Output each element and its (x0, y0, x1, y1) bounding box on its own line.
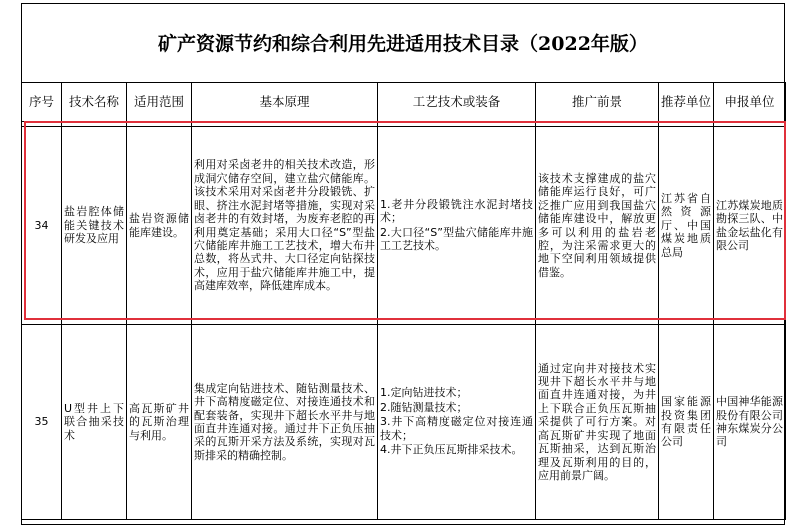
process-item: 2.随钻测量技术； (380, 400, 468, 414)
row-process (378, 127, 536, 325)
technology-table (21, 82, 786, 520)
process-item: 1.老井分段锻铣注水泥封堵技术； (380, 197, 533, 225)
row-principle: 利用对采卤老井的相关技术改造，形成洞穴储存空间，建立盐穴储能库。该技术采用对采卤老井分段锻铣、扩眼、挤注水泥封堵等措施，实现对采卤老井的有效封堵，为废弃老腔的再利用奠定基础；采用大口径“S”型盐穴储能库井施工工艺技术，增大布井总数，将丛式井、大口径定向钻探技术，应用于盐穴储能库井施工中，提高建库效率，降低建库成本。 (192, 127, 378, 325)
row-tech-name: 盐岩腔体储能关键技术研发及应用 (62, 127, 127, 325)
process-item: 1.定向钻进技术； (380, 386, 468, 400)
row-recommender: 国家能源投资集团有限责任公司 (659, 325, 714, 520)
header-process: 工艺技术或装备 (378, 83, 536, 122)
process-item: 3.井下高精度磁定位对接连通技术； (380, 415, 533, 442)
table-row (22, 127, 786, 325)
header-name: 技术名称 (62, 83, 127, 122)
row-applicant: 江苏煤炭地质勘探三队、中盐金坛盐化有限公司 (714, 127, 786, 325)
row-scope: 高瓦斯矿井的瓦斯治理与利用。 (127, 325, 192, 520)
row-recommender: 江苏省自然资源厅、中国煤炭地质总局 (659, 127, 714, 325)
row-prospect: 该技术支撑建成的盐穴储能库运行良好，可广泛推广应用到我国盐穴储能库建设中，解放更多可以利用的盐岩老腔，为注采需求更大的地下空间利用领域提供借鉴。 (536, 127, 659, 325)
row-process (378, 325, 536, 520)
header-principle: 基本原理 (192, 83, 378, 122)
header-prospect: 推广前景 (536, 83, 659, 122)
row-prospect: 通过定向井对接技术实现井下超长水平井与地面直井连通对接，为井上下联合正负压瓦斯抽采提供了可行方案。对高瓦斯矿井实现了地面瓦斯抽采，达到瓦斯治理及瓦斯利用的目的，应用前景广阔。 (536, 325, 659, 520)
row-principle: 集成定向钻进技术、随钻测量技术、井下高精度磁定位、对接连通技术和配套装备，实现井下超长水平井与地面直井连通对接。通过井下正负压抽采的瓦斯开采方法及系统，实现对瓦斯排采的精确控制。 (192, 325, 378, 520)
header-no: 序号 (22, 83, 62, 122)
header-scope: 适用范围 (127, 83, 192, 122)
row-scope: 盐岩资源储能库建设。 (127, 127, 192, 325)
header-applicant: 申报单位 (714, 83, 786, 122)
row-no: 35 (22, 325, 62, 520)
table-row (22, 325, 786, 520)
header-row (22, 83, 786, 122)
process-item: 4.井下正负压瓦斯排采技术。 (380, 443, 523, 457)
header-recommender: 推荐单位 (659, 83, 714, 122)
row-tech-name: U型井上下联合抽采技术 (62, 325, 127, 520)
row-applicant: 中国神华能源股份有限公司神东煤炭分公司 (714, 325, 786, 520)
document-title: 矿产资源节约和综合利用先进适用技术目录（2022年版） (158, 33, 648, 55)
process-item: 2.大口径“S”型盐穴储能库井施工工艺技术。 (380, 225, 533, 252)
row-no: 34 (22, 127, 62, 325)
